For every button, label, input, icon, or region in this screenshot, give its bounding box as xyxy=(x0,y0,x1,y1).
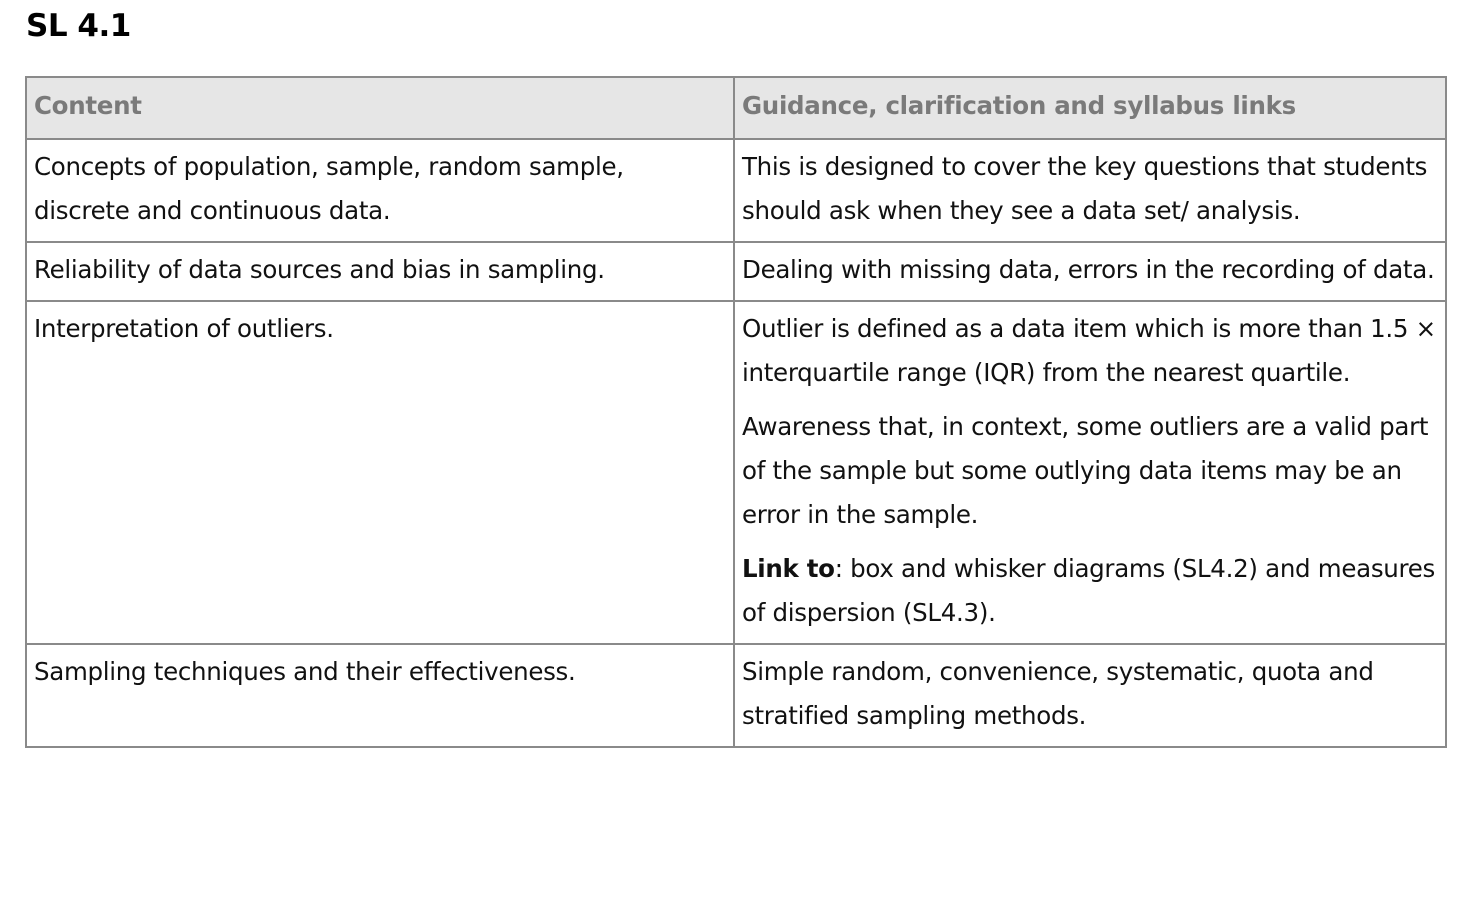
guidance-text: Simple random, convenience, systematic, quota and stratified sampling methods. xyxy=(742,657,1374,730)
guidance-text: Outlier is defined as a data item which is more than 1.5 × interquartile range (IQR) from the nearest quartile. xyxy=(742,314,1436,387)
content-text: Reliability of data sources and bias in sampling. xyxy=(34,255,605,284)
guidance-cell xyxy=(734,139,1446,242)
link-to-text: : box and whisker diagrams (SL4.2) and measures of dispersion (SL4.3). xyxy=(742,554,1435,627)
section-title: SL 4.1 xyxy=(26,8,131,44)
guidance-cell xyxy=(734,301,1446,644)
table-header-row xyxy=(26,77,1446,139)
content-cell xyxy=(26,301,734,644)
content-cell xyxy=(26,139,734,242)
syllabus-link-note xyxy=(742,547,1438,635)
guidance-text: This is designed to cover the key questions that students should ask when they see a data set/ analysis. xyxy=(742,152,1428,225)
table-row xyxy=(26,139,1446,242)
content-cell xyxy=(26,644,734,747)
guidance-column-header: Guidance, clarification and syllabus links xyxy=(734,77,1446,139)
content-cell xyxy=(26,242,734,301)
guidance-cell xyxy=(734,242,1446,301)
content-text: Sampling techniques and their effectiveness. xyxy=(34,657,576,686)
table-row xyxy=(26,301,1446,644)
content-column-header: Content xyxy=(26,77,734,139)
guidance-text: Dealing with missing data, errors in the recording of data. xyxy=(742,255,1435,284)
table-row xyxy=(26,242,1446,301)
guidance-text: Awareness that, in context, some outliers are a valid part of the sample but some outlying data items may be an error in the sample. xyxy=(742,412,1429,529)
link-to-label: Link to xyxy=(742,554,835,583)
guidance-cell xyxy=(734,644,1446,747)
table-row xyxy=(26,644,1446,747)
content-text: Concepts of population, sample, random sample, discrete and continuous data. xyxy=(34,152,624,225)
syllabus-table xyxy=(25,76,1447,748)
content-text: Interpretation of outliers. xyxy=(34,314,334,343)
